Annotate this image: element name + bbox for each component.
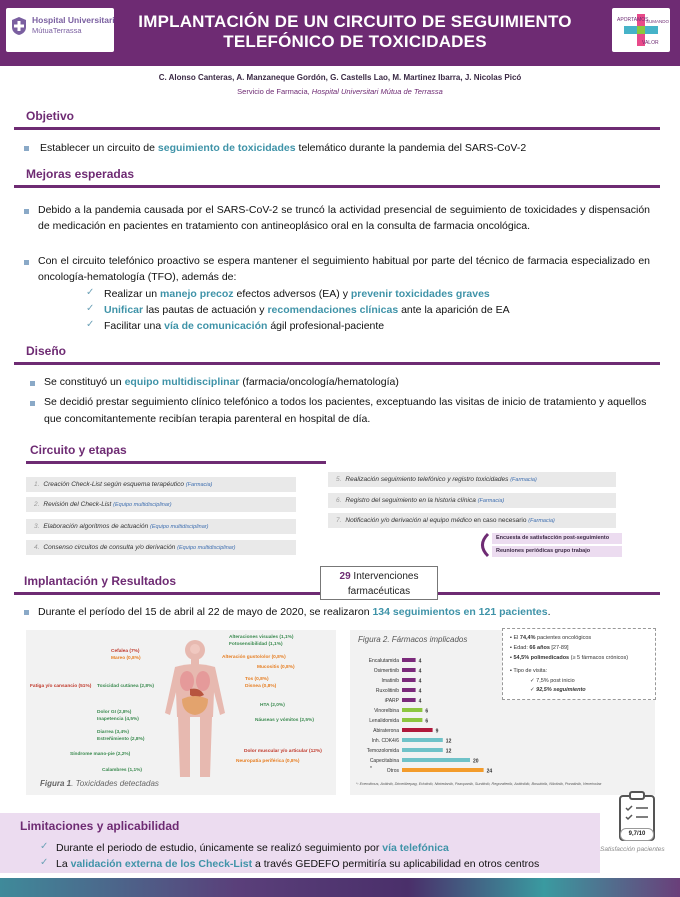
bar-category-label: Lenalidomida [369,718,399,724]
bar-value-label: 4 [418,688,422,695]
rule-circuito [26,461,326,464]
hospital-logo-mark-icon [10,16,28,36]
bullet-icon [30,381,35,386]
toxicity-label: Síndrome mano-pie (2,2%) [70,752,131,757]
bar [402,658,416,662]
bar-value-label: 4 [418,658,422,665]
step-5: 5. Realización seguimiento telefónico y registro toxicidades (Farmacia) [328,472,616,487]
heading-limitaciones: Limitaciones y aplicabilidad [20,819,180,833]
figure-2-title: Figura 2. Fármacos implicados [358,635,468,644]
toxicity-label: Tos (0,8%) [245,677,269,682]
figure-1-caption: Figura 1. Toxicidades detectadas [40,779,159,788]
bar [402,668,416,672]
rule-diseno [14,362,660,365]
bar-category-label: Abiraterona [373,728,399,734]
bullet-icon [24,209,29,214]
toxicity-label: Toxicidad cutánea (2,8%) [97,684,154,689]
mejoras-p1: Debido a la pandemia causada por el SARS-CoV-2 se truncó la actividad presencial de seguimiento de toxicidades y dispensación de medicación en pacientes en tratamiento con antineoplásico oral en la consulta de farmacia oncológica. [38,204,650,232]
svg-text:SUMANDO: SUMANDO [646,19,670,24]
stat-edad: ▪ Edad: 66 años [27-89] [510,645,569,651]
toxicity-label: Náuseas y vómitos (2,5%) [255,718,314,723]
bar-category-label: Imatinib [381,678,399,684]
check-icon: ✓ [86,303,95,314]
check-icon: ✓ [86,319,95,330]
objetivo-text: Establecer un circuito de seguimiento de toxicidades telemático durante la pandemia del SARS-CoV-2 [40,142,527,154]
sub-step-encuesta: Encuesta de satisfacción post-seguimiento [492,533,622,544]
bullet-icon [30,401,35,406]
stat-seguimiento: ✓ 92,5% seguimiento [530,687,586,693]
stat-polimedicados: ▪ 54,5% polimedicados (≥ 5 fármacos crónicos) [510,655,629,661]
curve-arrow-icon [474,532,490,558]
diseno-p2: Se decidió prestar seguimiento clínico telefónico a todos los pacientes, exceptuando las visitas de inicio de tratamiento y aquellos que concomitantemente recibían terapia parenteral en hospital de día. [44,396,647,425]
bar-value-label: 12 [445,738,452,745]
mejoras-check1: Realizar un manejo precoz efectos adversos (EA) y prevenir toxicidades graves [104,288,490,300]
bar-category-label: Capecitabina [369,758,399,764]
bar-category-label: Inh. CDK4/6 [371,738,399,744]
toxicity-label: Cefalea (7%) [111,649,140,654]
figure-2-chart [350,652,510,776]
toxicity-label: Inapetencia (4,5%) [97,717,139,722]
bar-category-label: iPARP [384,698,399,704]
toxicity-label: Dolor muscular y/o articular (12%) [244,749,322,754]
authors: C. Alonso Canteras, A. Manzaneque Gordón, G. Castells Lao, M. Martinez Ibarra, J. Nicolas Picó [158,73,522,82]
bar-value-label: 9 [435,728,439,735]
poster-title: IMPLANTACIÓN DE UN CIRCUITO DE SEGUIMIENTO TELEFÓNICO DE TOXICIDADES [138,12,572,51]
toxicity-label: Fatiga y/o cansancio (51%) [30,684,92,689]
step-3: 3. Elaboración algoritmos de actuación (Equipo multidisciplinar) [26,519,296,534]
toxicity-label: HTA (2,0%) [260,703,285,708]
bullet-icon [24,146,29,151]
stat-post-inicio: ✓ 7,5% post inicio [530,678,575,684]
toxicity-label: Mucositis (0,8%) [257,665,295,670]
cross-logo-icon [612,8,670,52]
bar-category-label: Temozolomida [366,748,399,754]
hospital-logo [6,8,114,52]
step-6: 6. Registro del seguimiento en la historia clínica (Farmacia) [328,493,616,508]
check-icon: ✓ [86,287,95,298]
bar-value-label: 6 [425,718,429,725]
bar-value-label: 6 [425,708,429,715]
bullet-icon [24,610,29,615]
toxicity-label: Estreñimiento (2,8%) [97,737,145,742]
heading-mejoras: Mejoras esperadas [26,167,135,181]
bar [402,758,470,762]
bar-category-label: Otros [386,768,399,774]
toxicity-label: Neuropatía periférica (0,8%) [236,759,300,764]
interventions-box: 29 Intervenciones farmacéuticas [320,566,438,600]
bar-category-label: Encalutamida [368,658,399,664]
toxicity-label: Alteraciones visuales (1,1%) [229,635,294,640]
implantacion-text: Durante el período del 15 de abril al 22 de mayo de 2020, se realizaron 134 seguimientos en 121 pacientes. [38,606,551,618]
bar [402,708,422,712]
svg-text:APORTAMOS: APORTAMOS [617,17,649,23]
bar [402,678,416,682]
step-4: 4. Consenso circuitos de consulta y/o derivación (Equipo multidisciplinar) [26,540,296,555]
footer-band [0,878,680,897]
service-line: Servicio de Farmacia, Hospital Universitari Mútua de Terrassa [237,87,443,96]
step-7: 7. Notificación y/o derivación al equipo médico en caso necesario (Farmacia) [328,513,616,528]
heading-implantacion: Implantación y Resultados [24,574,177,588]
bar [402,688,416,692]
bar [402,718,422,722]
mejoras-check3: Facilitar una vía de comunicación ágil profesional-paciente [104,320,385,332]
heading-diseno: Diseño [26,344,67,358]
bar [402,728,433,732]
bar-category-label: Osimertinib [373,668,399,674]
bar-value-label: 4 [418,668,422,675]
rule-objetivo [14,127,660,130]
toxicity-label: Diarrea (3,4%) [97,730,129,735]
bar-value-label: 12 [445,748,452,755]
toxicity-label: Calambres (1,1%) [102,768,142,773]
heading-circuito: Circuito y etapas [30,443,127,457]
step-2: 2. Revisión del Check-List (Equipo multidisciplinar) [26,497,296,512]
toxicity-label: Mareo (0,8%) [111,656,141,661]
toxicity-label: Fotosensibilidad (1,1%) [229,642,283,647]
toxicity-label: Dolor GI (2,8%) [97,710,132,715]
bar-category-label: Vinorelbina [374,708,399,714]
stat-tipo-visita: ▪ Tipo de visita: [510,668,548,674]
bar [402,738,443,742]
rule-mejoras [14,185,660,188]
figure-2-footnote: *: Everolimus, Axitinib, Dimetilzepag, Erlotinib, Nintedanib, Pazopanib, Sunitinib, Regorafenib, Axitinibib, Bosutinib, Nilotinib, Ponatinib, Venetoclax [356,782,602,786]
stat-oncologicos: ▪ El 74,4% pacientes oncológicos [510,635,592,641]
bar [402,768,484,772]
toxicity-label: Alteración gusto/olor (0,8%) [222,655,286,660]
toxicity-label: Disnea (0,8%) [245,684,277,689]
aportamos-valor-logo [612,8,670,52]
otros-asterisk: * [370,766,372,772]
bar-category-label: Ruxolitinib [375,688,399,694]
bar-value-label: 20 [473,758,479,765]
sub-step-reuniones: Reuniones periódicas grupo trabajo [492,546,622,557]
bullet-icon [24,260,29,265]
check-icon: ✓ [40,857,49,868]
heading-objetivo: Objetivo [26,109,75,123]
limitaciones-check1: Durante el periodo de estudio, únicamente se realizó seguimiento por vía telefónica [56,842,449,854]
satisfaction-label: Satisfacción pacientes [600,846,665,853]
bar-value-label: 4 [418,678,422,685]
check-icon: ✓ [40,841,49,852]
satisfaction-score: 9,7/10 [620,828,654,841]
mejoras-check2: Unificar las pautas de actuación y recomendaciones clínicas ante la aparición de EA [104,304,510,316]
bar [402,698,416,702]
bar-value-label: 4 [418,698,422,705]
logo-name: Hospital Universitari [32,15,115,25]
mejoras-p2: Con el circuito telefónico proactivo se espera mantener el seguimiento habitual por parte del técnico de farmacia especializado en oncología-hematología (TFO), además de: [38,255,650,283]
step-1: 1. Creación Check-List según esquema terapéutico (Farmacia) [26,477,296,492]
diseno-p1: Se constituyó un equipo multidisciplinar (farmacia/oncología/hematología) [44,376,399,388]
logo-subname: MútuaTerrassa [32,26,82,35]
bar-value-label: 24 [486,768,493,775]
bar [402,748,443,752]
limitaciones-check2: La validación externa de los Check-List a través GEDEFO permitiría su aplicabilidad en otros centros [56,858,540,870]
human-body-icon [160,637,230,783]
svg-text:VALOR: VALOR [642,40,659,46]
